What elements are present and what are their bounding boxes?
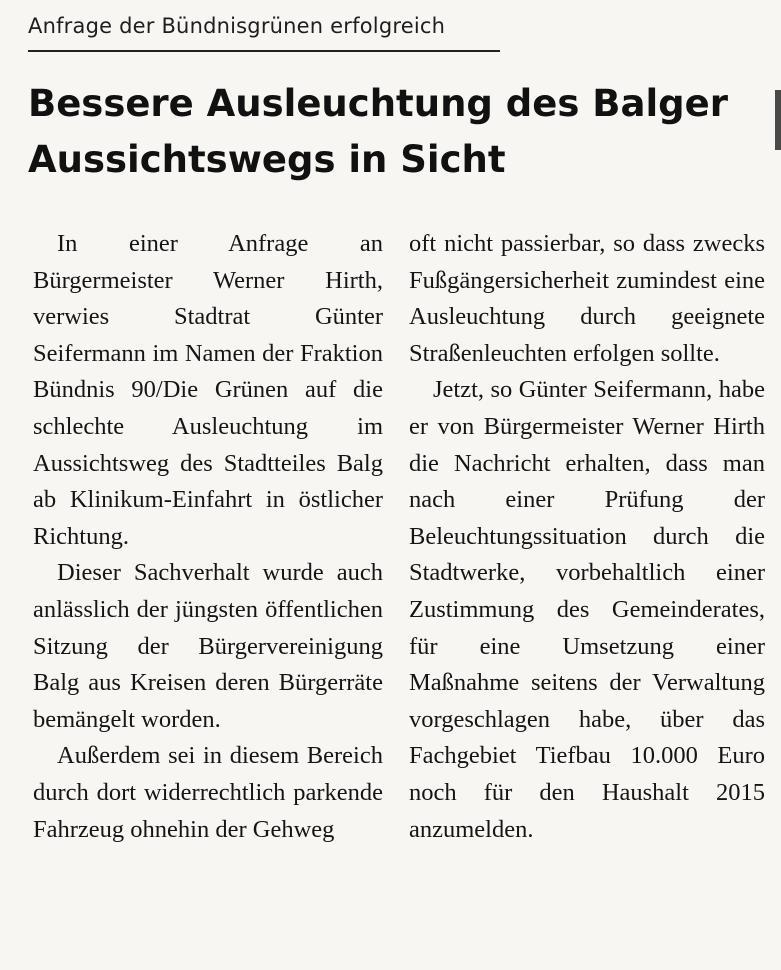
scan-edge-mark	[775, 90, 781, 150]
article-column-1	[33, 226, 383, 848]
paragraph: Jetzt, so Günter Seifermann, habe er von Bürgermeister Werner Hirth die Nachricht erhalten, dass man nach einer Prüfung der Beleuchtungssituation durch die Stadtwerke, vorbehaltlich einer Zustimmung des Gemeinderates, für eine Umsetzung einer Maßnahme seitens der Verwaltung vorgeschlagen habe, über das Fachgebiet Tiefbau 10.000 Euro noch für den Haushalt 2015 anzumelden.	[409, 376, 765, 843]
paragraph: Außerdem sei in diesem Bereich durch dort widerrechtlich parkende Fahrzeug ohnehin der Gehweg	[33, 742, 383, 843]
article-headline: Bessere Ausleuchtung des Balger Aussichtswegs in Sicht	[28, 82, 728, 181]
paragraph-continuation: oft nicht passierbar, so dass zwecks Fußgängersicherheit zumindest eine Ausleuchtung durch geeignete Straßenleuchten erfolgen sollte.	[409, 230, 765, 367]
kicker-underline	[28, 50, 500, 52]
paragraph: Dieser Sachverhalt wurde auch anlässlich der jüngsten öffentlichen Sitzung der Bürgervereinigung Balg aus Kreisen deren Bürgerräte bemängelt worden.	[33, 559, 383, 733]
article-column-2	[409, 226, 765, 848]
paragraph: In einer Anfrage an Bürgermeister Werner Hirth, verwies Stadtrat Günter Seifermann im Namen der Fraktion Bündnis 90/Die Grünen auf die schlechte Ausleuchtung im Aussichtsweg des Stadtteiles Balg ab Klinikum-Einfahrt in östlicher Richtung.	[33, 230, 383, 550]
article-kicker: Anfrage der Bündnisgrünen erfolgreich	[28, 14, 446, 38]
